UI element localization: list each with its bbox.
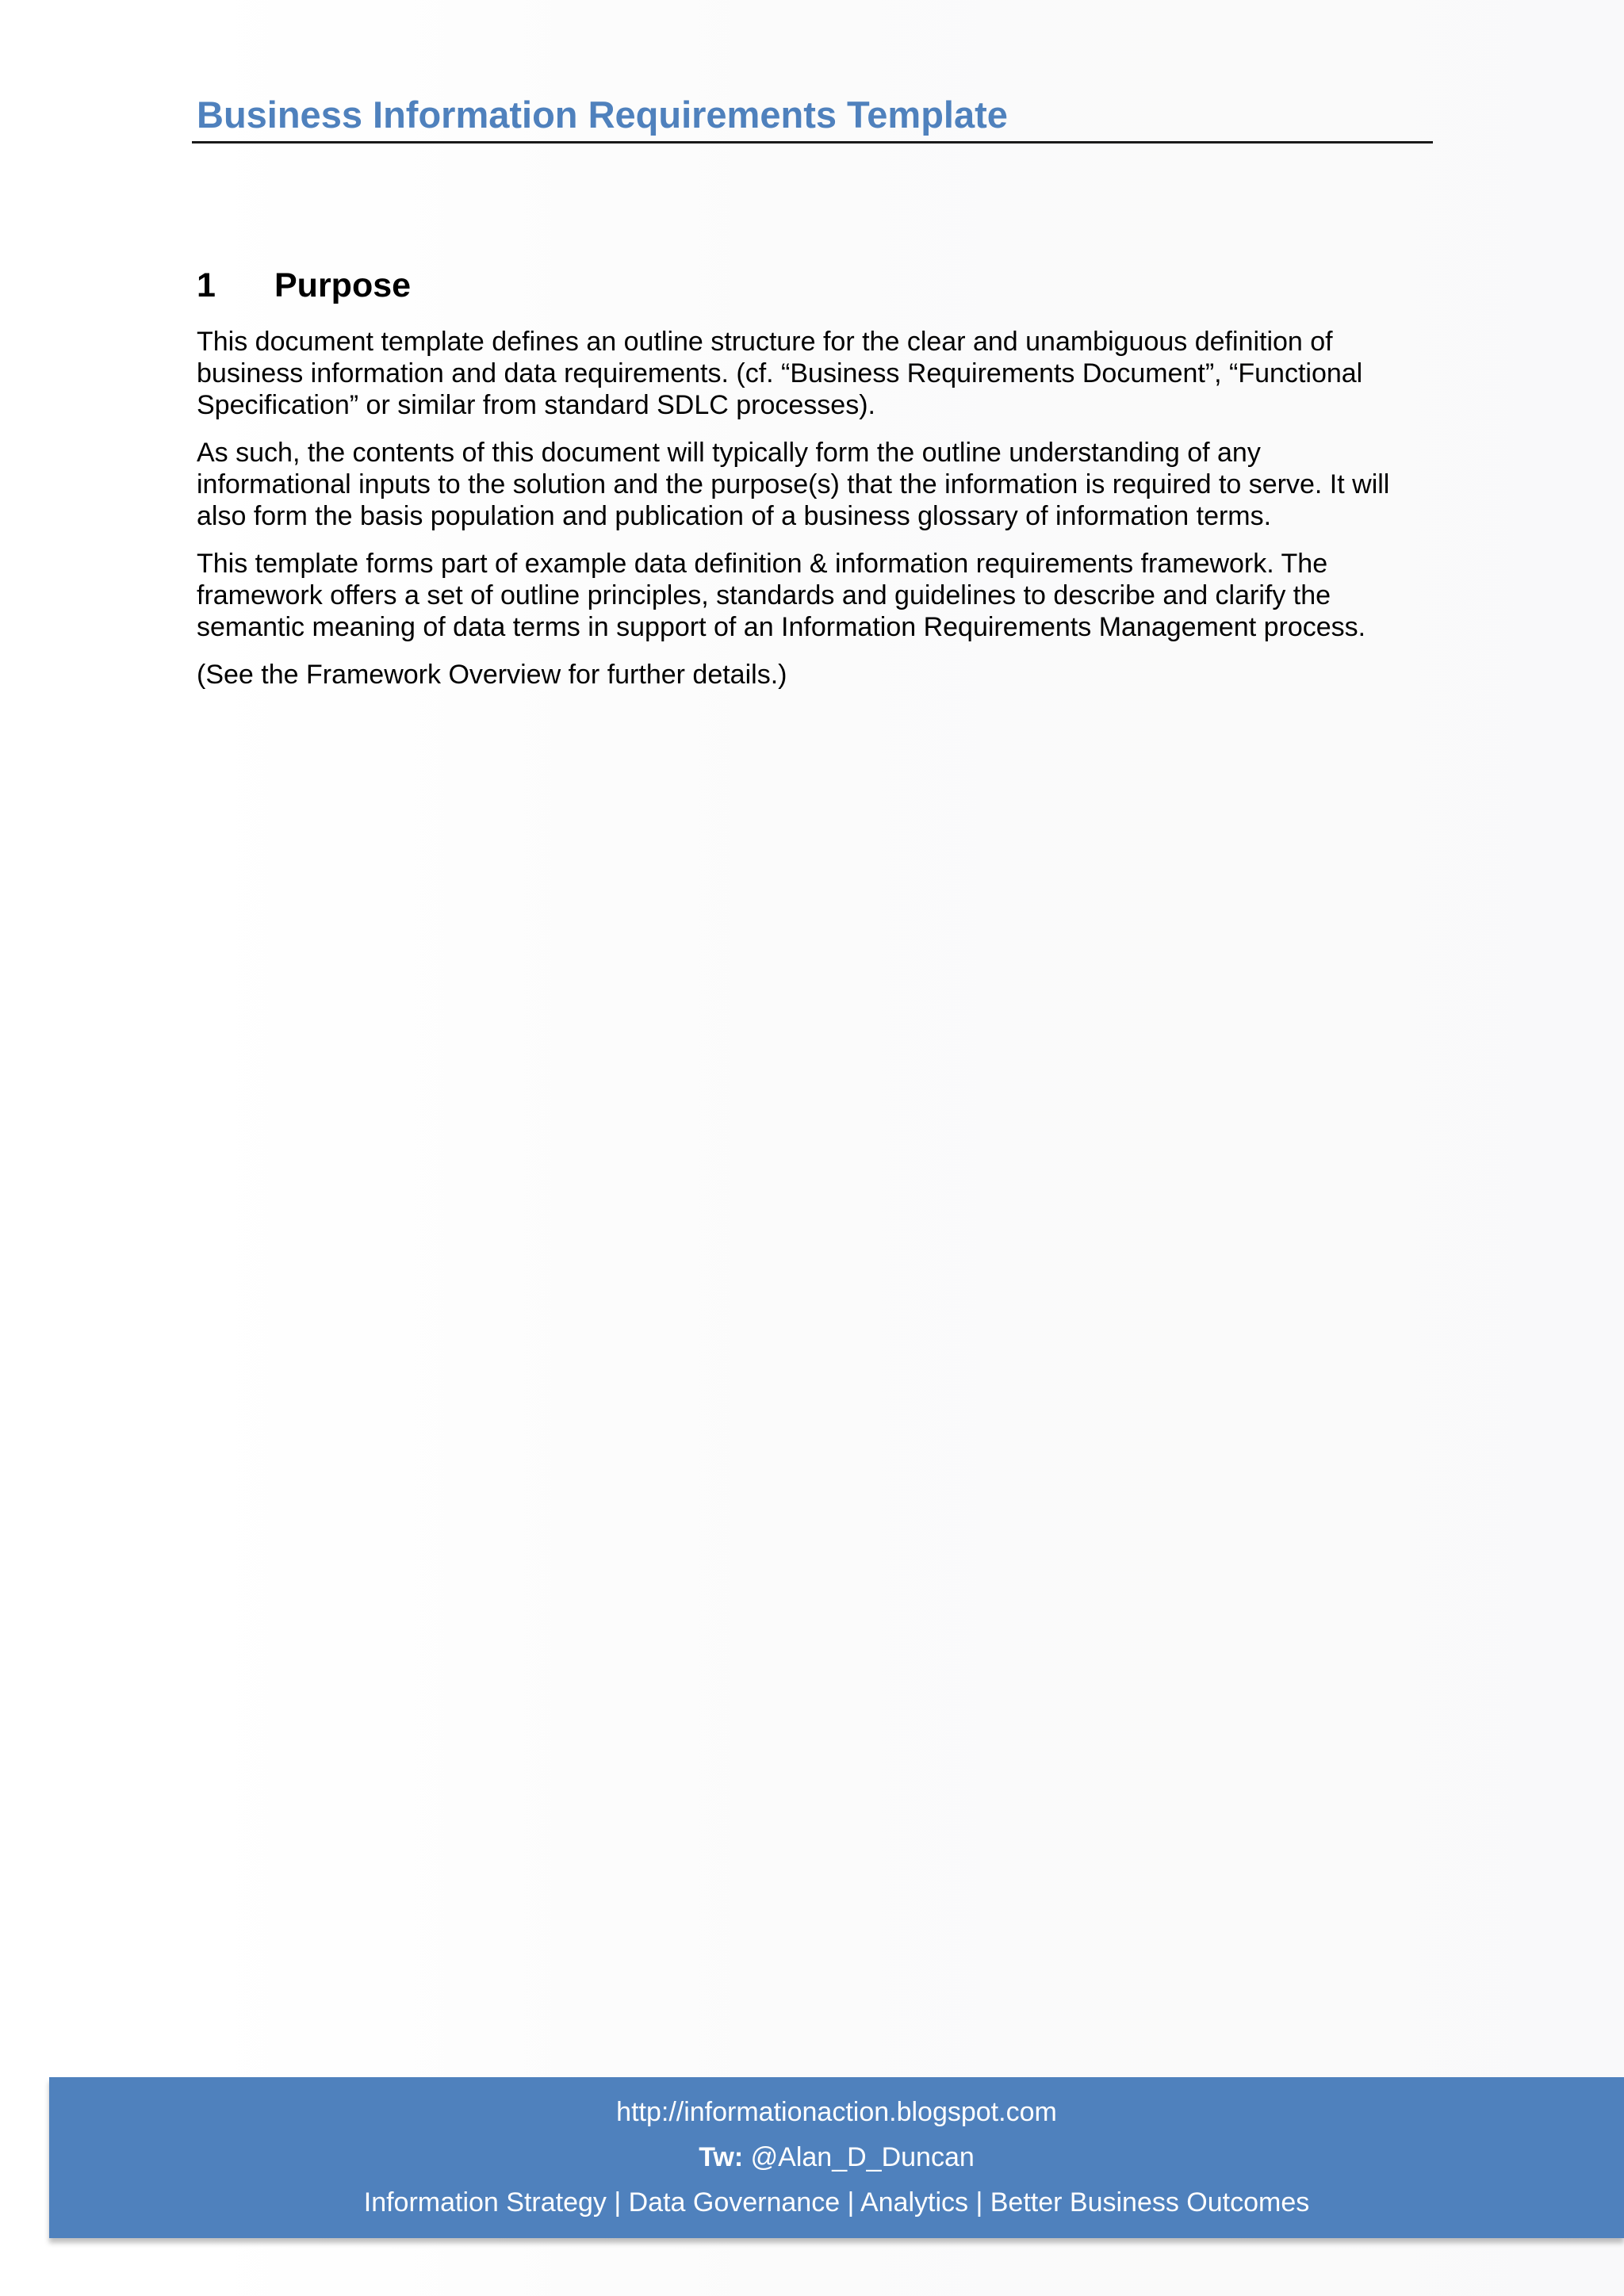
footer-twitter[interactable] bbox=[49, 2141, 1624, 2173]
footer-tagline: Information Strategy | Data Governance | Analytics | Better Business Outcomes bbox=[363, 2187, 1310, 2218]
document-title: Business Information Requirements Template bbox=[197, 94, 1008, 136]
section-title: Purpose bbox=[274, 266, 412, 304]
paragraph-4: (See the Framework Overview for further details.) bbox=[197, 659, 787, 690]
section-heading bbox=[197, 266, 1418, 307]
paragraph-3: This template forms part of example data definition & information requirements framework. The framework offers a set of outline principles, standards and guidelines to describe and clarify the semantic meaning of data terms in support of an Information Requirements Management process. bbox=[197, 548, 1366, 642]
paragraph-2: As such, the contents of this document will typically form the outline understanding of any informational inputs to the solution and the purpose(s) that the information is required to serve. It will also form the basis population and publication of a business glossary of information terms. bbox=[197, 437, 1390, 531]
paragraph-1: This document template defines an outline structure for the clear and unambiguous definition of business information and data requirements. (cf. “Business Requirements Document”, “Functional Specification” or similar from standard SDLC processes). bbox=[197, 326, 1363, 420]
page-footer bbox=[49, 2077, 1624, 2238]
twitter-handle: @Alan_D_Duncan bbox=[750, 2142, 975, 2172]
section-number: 1 bbox=[197, 266, 216, 304]
twitter-label: Tw: bbox=[699, 2142, 744, 2172]
footer-url[interactable]: http://informationaction.blogspot.com bbox=[616, 2097, 1057, 2127]
section-purpose bbox=[197, 266, 1418, 706]
document-header bbox=[192, 94, 1433, 144]
